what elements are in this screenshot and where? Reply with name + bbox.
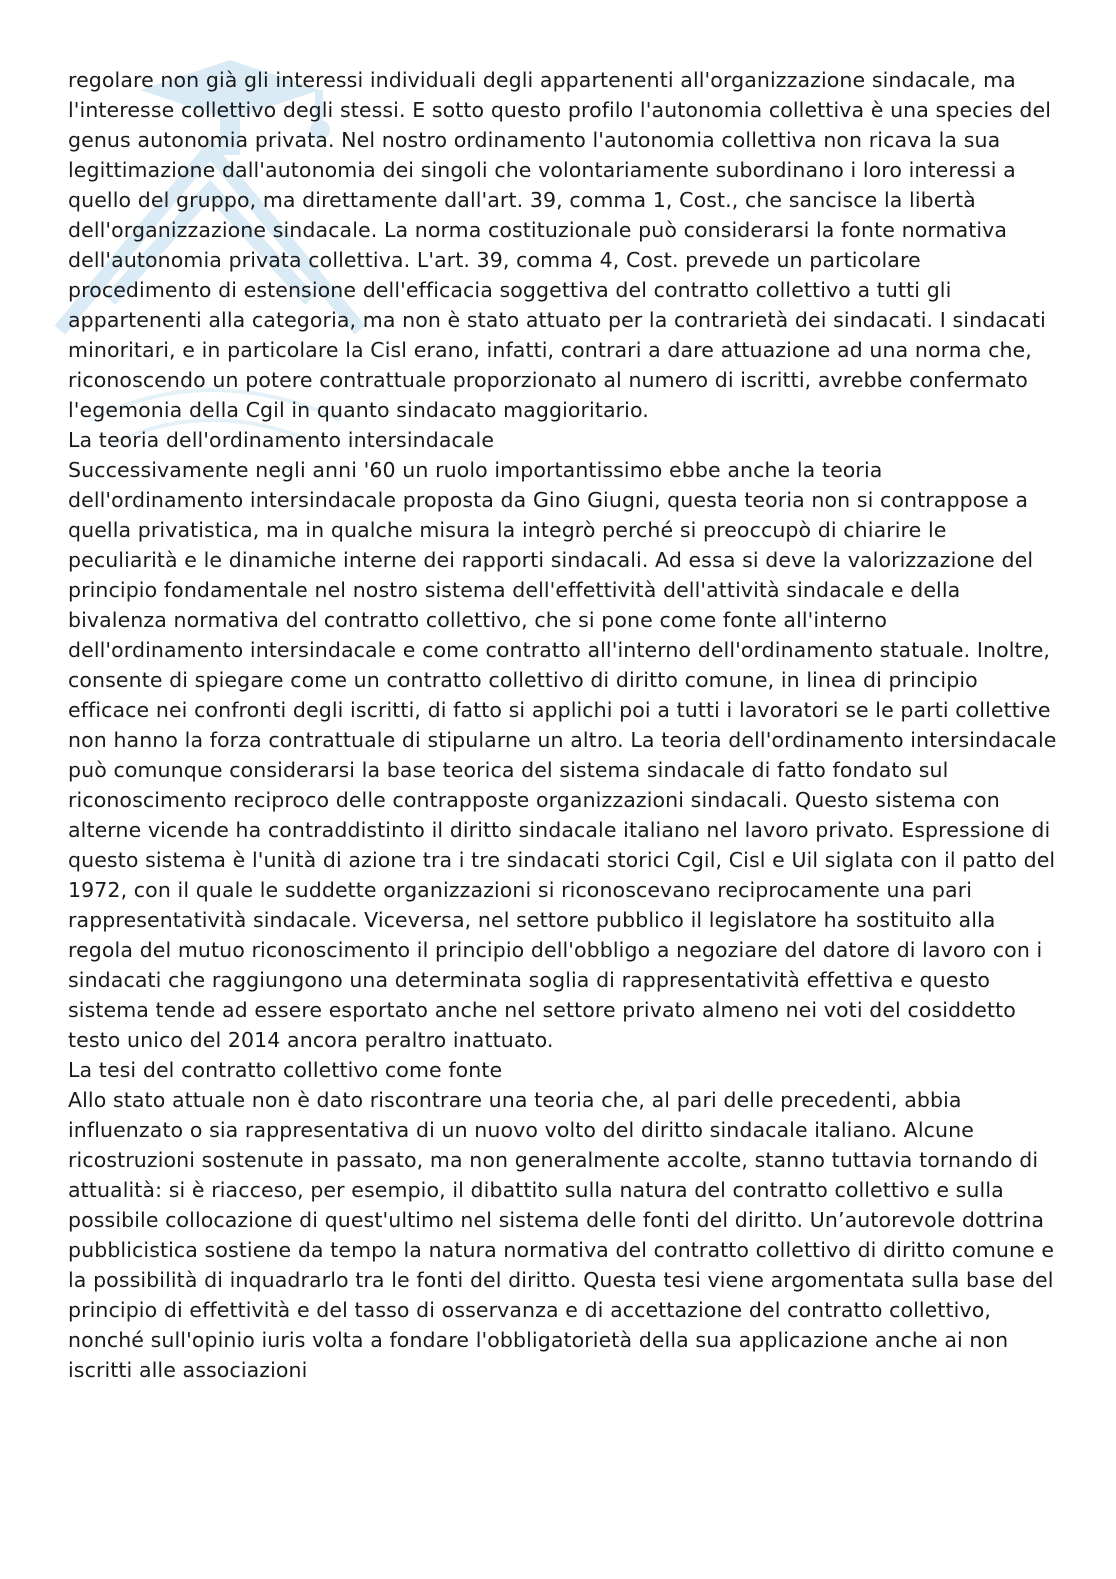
section-heading: La teoria dell'ordinamento intersindacale: [68, 428, 495, 452]
paragraph: Allo stato attuale non è dato riscontrare una teoria che, al pari delle precedenti, abbia influenzato o sia rappresentativa di un nuovo volto del diritto sindacale italiano. Alcune ricostruzioni sostenute in passato, ma non generalmente accolte, stanno tuttavia tornando di attualità: si è riacceso, per esempio, il dibattito sulla natura del contratto collettivo e sulla possibile collocazione di quest'ultimo nel sistema delle fonti del diritto. Un’autorevole dottrina pubblicistica sostiene da tempo la natura normativa del contratto collettivo di diritto comune e la possibilità di inquadrarlo tra le fonti del diritto. Questa tesi viene argomentata sulla base del principio di effettività e del tasso di osservanza e di accettazione del contratto collettivo, nonché sull'opinio iuris volta a fondare l'obbligatorietà della sua applicazione anche ai non iscritti alle associazioni: [68, 1088, 1055, 1382]
section-heading: La tesi del contratto collettivo come fonte: [68, 1058, 503, 1082]
paragraph: regolare non già gli interessi individuali degli appartenenti all'organizzazione sindacale, ma l'interesse collettivo degli stessi. E sotto questo profilo l'autonomia collettiva è una species del genus autonomia privata. Nel nostro ordinamento l'autonomia collettiva non ricava la sua legittimazione dall'autonomia dei singoli che volontariamente subordinano i loro interessi a quello del gruppo, ma direttamente dall'art. 39, comma 1, Cost., che sancisce la libertà dell'organizzazione sindacale. La norma costituzionale può considerarsi la fonte normativa dell'autonomia privata collettiva. L'art. 39, comma 4, Cost. prevede un particolare procedimento di estensione dell'efficacia soggettiva del contratto collettivo a tutti gli appartenenti alla categoria, ma non è stato attuato per la contrarietà dei sindacati. I sindacati minoritari, e in particolare la Cisl erano, infatti, contrari a dare attuazione ad una norma che, riconoscendo un potere contrattuale proporzionato al numero di iscritti, avrebbe confermato l'egemonia della Cgil in quanto sindacato maggioritario.: [68, 68, 1052, 422]
document-body: [68, 65, 1058, 1385]
paragraph: Successivamente negli anni '60 un ruolo importantissimo ebbe anche la teoria dell'ordinamento intersindacale proposta da Gino Giugni, questa teoria non si contrappose a quella privatistica, ma in qualche misura la integrò perché si preoccupò di chiarire le peculiarità e le dinamiche interne dei rapporti sindacali. Ad essa si deve la valorizzazione del principio fondamentale nel nostro sistema dell'effettività dell'attività sindacale e della bivalenza normativa del contratto collettivo, che si pone come fonte all'interno dell'ordinamento intersindacale e come contratto all'interno dell'ordinamento statuale. Inoltre, consente di spiegare come un contratto collettivo di diritto comune, in linea di principio efficace nei confronti degli iscritti, di fatto si applichi poi a tutti i lavoratori se le parti collettive non hanno la forza contrattuale di stipularne un altro. La teoria dell'ordinamento intersindacale può comunque considerarsi la base teorica del sistema sindacale di fatto fondato sul riconoscimento reciproco delle contrapposte organizzazioni sindacali. Questo sistema con alterne vicende ha contraddistinto il diritto sindacale italiano nel lavoro privato. Espressione di questo sistema è l'unità di azione tra i tre sindacati storici Cgil, Cisl e Uil siglata con il patto del 1972, con il quale le suddette organizzazioni si riconoscevano reciprocamente una pari rappresentatività sindacale. Viceversa, nel settore pubblico il legislatore ha sostituito alla regola del mutuo riconoscimento il principio dell'obbligo a negoziare del datore di lavoro con i sindacati che raggiungono una determinata soglia di rappresentatività effettiva e questo sistema tende ad essere esportato anche nel settore privato almeno nei voti del cosiddetto testo unico del 2014 ancora peraltro inattuato.: [68, 458, 1057, 1052]
